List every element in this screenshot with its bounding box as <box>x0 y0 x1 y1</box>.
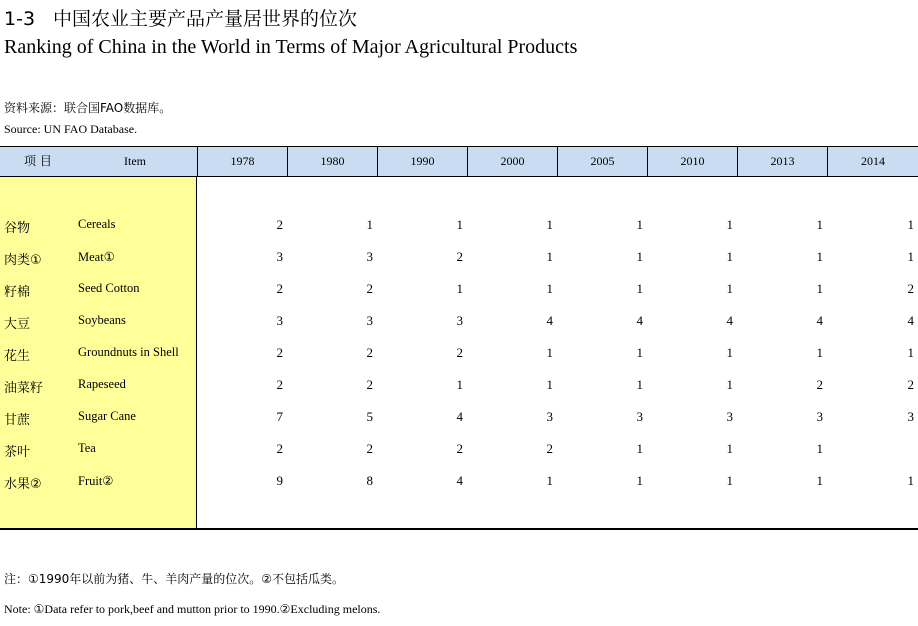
rank-cell: 4 <box>636 313 643 328</box>
rank-cell: 4 <box>816 313 823 328</box>
rank-cell: 3 <box>366 313 373 328</box>
rank-cell: 2 <box>276 281 283 296</box>
header-year: 2005 <box>557 147 647 176</box>
row-label-cn: 籽棉 <box>4 285 31 300</box>
rank-cell: 1 <box>726 473 733 488</box>
rank-cell: 2 <box>456 345 463 360</box>
rank-cell: 3 <box>636 409 643 424</box>
row-label-cn: 甘蔗 <box>4 413 31 428</box>
rank-cell: 1 <box>816 281 823 296</box>
rank-cell: 2 <box>907 377 914 392</box>
rank-cell: 1 <box>636 473 643 488</box>
rank-cell: 1 <box>636 217 643 232</box>
table-row <box>0 402 918 434</box>
table-title-cn-text: 中国农业主要产品产量居世界的位次 <box>53 8 358 30</box>
note-en: Note: ①Data refer to pork,beef and mutton prior to 1990.②Excluding melons. <box>4 602 381 616</box>
row-label-cn: 花生 <box>4 349 31 364</box>
table-title-en: Ranking of China in the World in Terms of Major Agricultural Products <box>4 36 578 58</box>
row-label-en: Groundnuts in Shell <box>78 345 179 359</box>
row-label-cn: 水果② <box>4 477 42 492</box>
table-title-cn <box>4 4 357 31</box>
rank-cell: 1 <box>816 473 823 488</box>
rank-cell: 3 <box>816 409 823 424</box>
table-row <box>0 466 918 498</box>
rank-cell: 1 <box>636 249 643 264</box>
rank-cell: 1 <box>816 441 823 456</box>
rank-cell: 1 <box>456 377 463 392</box>
rank-cell: 4 <box>456 473 463 488</box>
rank-cell: 3 <box>456 313 463 328</box>
table-row <box>0 434 918 466</box>
rank-cell: 2 <box>276 377 283 392</box>
rank-cell: 3 <box>726 409 733 424</box>
row-label-cn: 大豆 <box>4 317 31 332</box>
rank-cell: 2 <box>366 281 373 296</box>
rank-cell: 1 <box>907 249 914 264</box>
table-row <box>0 274 918 306</box>
rank-cell: 2 <box>366 345 373 360</box>
header-item-cell <box>0 147 197 176</box>
header-year: 2014 <box>827 147 918 176</box>
rank-cell: 1 <box>636 281 643 296</box>
rank-cell: 1 <box>726 217 733 232</box>
rank-cell: 1 <box>636 377 643 392</box>
rank-cell: 3 <box>276 249 283 264</box>
rank-cell: 1 <box>456 217 463 232</box>
row-label-cn: 油菜籽 <box>4 381 44 396</box>
rank-cell: 1 <box>366 217 373 232</box>
table-bottom-rule <box>0 528 918 530</box>
rank-cell: 1 <box>636 441 643 456</box>
rank-cell: 1 <box>546 249 553 264</box>
row-label-cn: 谷物 <box>4 221 31 236</box>
row-label-en: Meat① <box>78 250 115 264</box>
rank-cell: 1 <box>726 249 733 264</box>
note-cn: 注：①1990年以前为猪、牛、羊肉产量的位次。②不包括瓜类。 <box>4 572 345 586</box>
header-year: 2000 <box>467 147 557 176</box>
rank-cell: 2 <box>546 441 553 456</box>
header-year: 2013 <box>737 147 827 176</box>
row-label-en: Soybeans <box>78 313 126 327</box>
header-year: 2010 <box>647 147 737 176</box>
rank-cell: 4 <box>456 409 463 424</box>
row-label-en: Tea <box>78 441 96 455</box>
rank-cell: 1 <box>546 345 553 360</box>
rank-cell: 2 <box>816 377 823 392</box>
rank-cell: 3 <box>276 313 283 328</box>
table-row <box>0 338 918 370</box>
rank-cell: 2 <box>366 441 373 456</box>
rank-cell: 2 <box>456 441 463 456</box>
rank-cell: 4 <box>546 313 553 328</box>
rank-cell: 1 <box>726 441 733 456</box>
row-label-en: Seed Cotton <box>78 281 140 295</box>
rank-cell: 3 <box>546 409 553 424</box>
source-cn: 资料来源：联合国FAO数据库。 <box>4 101 172 115</box>
rank-cell: 1 <box>546 473 553 488</box>
table-header-row <box>0 146 918 177</box>
rank-cell: 1 <box>816 217 823 232</box>
row-label-cn: 肉类① <box>4 253 42 268</box>
rank-cell: 1 <box>816 249 823 264</box>
rank-cell: 3 <box>366 249 373 264</box>
header-item-cn: 项 目 <box>24 154 52 168</box>
rank-cell: 9 <box>276 473 283 488</box>
rank-cell: 3 <box>907 409 914 424</box>
row-label-cn: 茶叶 <box>4 445 31 460</box>
table-row <box>0 306 918 338</box>
table-row <box>0 210 918 242</box>
rank-cell: 1 <box>546 377 553 392</box>
rank-cell: 1 <box>546 281 553 296</box>
rank-cell: 2 <box>276 345 283 360</box>
header-item-en: Item <box>124 154 146 168</box>
table-number: 1-3 <box>4 8 36 30</box>
rank-cell: 1 <box>907 473 914 488</box>
rank-cell: 2 <box>276 441 283 456</box>
rank-cell: 5 <box>366 409 373 424</box>
rank-cell: 7 <box>276 409 283 424</box>
row-label-en: Cereals <box>78 217 116 231</box>
header-year: 1990 <box>377 147 467 176</box>
rank-cell: 8 <box>366 473 373 488</box>
table-row <box>0 370 918 402</box>
rank-cell: 1 <box>726 281 733 296</box>
source-en: Source: UN FAO Database. <box>4 122 138 136</box>
rank-cell: 1 <box>636 345 643 360</box>
table-row <box>0 242 918 274</box>
header-year: 1980 <box>287 147 377 176</box>
rank-cell: 4 <box>907 313 914 328</box>
row-label-en: Sugar Cane <box>78 409 136 423</box>
rank-cell: 1 <box>816 345 823 360</box>
rank-cell: 2 <box>366 377 373 392</box>
rank-cell: 4 <box>726 313 733 328</box>
rank-cell: 1 <box>726 377 733 392</box>
rank-cell: 1 <box>907 345 914 360</box>
rank-cell: 2 <box>456 249 463 264</box>
rank-cell: 1 <box>546 217 553 232</box>
rank-cell: 1 <box>726 345 733 360</box>
rank-cell: 1 <box>907 217 914 232</box>
rank-cell: 2 <box>276 217 283 232</box>
row-label-en: Rapeseed <box>78 377 126 391</box>
rank-cell: 2 <box>907 281 914 296</box>
rank-cell: 1 <box>456 281 463 296</box>
header-year: 1978 <box>197 147 287 176</box>
row-label-en: Fruit② <box>78 474 114 488</box>
